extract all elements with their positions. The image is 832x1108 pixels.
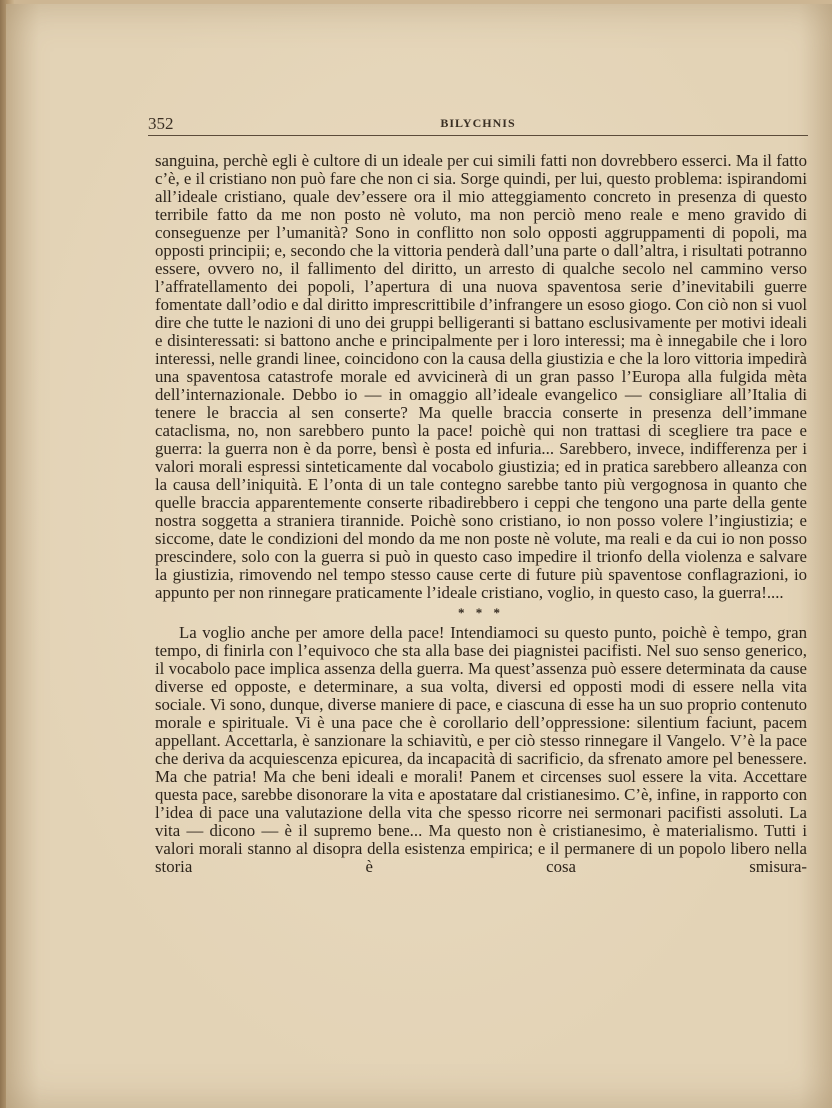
paragraph-continuation: sanguina, perchè egli è cultore di un ideale per cui simili fatti non dovrebbero esserci. Ma il fatto c’è, e il cristiano non può fare che non ci sia. Sorge quindi, per lui, questo problema: ispirandomi all’ideale cristiano, quale dev’essere ora il mio atteggiamento concreto in presenza di questo terribile fatto da me non posto nè voluto, ma non perciò meno reale e meno gravido di conseguenze per l’umanità? Sono in conflitto non solo opposti aggruppamenti di popoli, ma opposti principii; e, secondo che la vittoria penderà dall’una parte o dall’altra, i risultati potranno essere, ovvero no, il fallimento del diritto, un arresto di qualche secolo nel cammino verso l’affratellamento dei popoli, l’apertura di una nuova spaventosa serie d’inevitabili guerre fomentate dall’odio e dal diritto imprescrittibile d’infrangere un esoso giogo. Con ciò non si vuol dire che tutte le nazioni di uno dei gruppi belligeranti si battano esclusivamente per motivi ideali e disinteressati: si battono anche e principalmente per i loro interessi; ma è innegabile che i loro interessi, nelle grandi linee, coincidono con la causa della giustizia e che la loro vittoria impedirà una spaventosa catastrofe morale ed avvicinerà di un gran passo l’Europa alla fulgida mèta dell’internazionale. Debbo io — in omaggio all’ideale evangelico — consigliare all’Italia di tenere le braccia al sen conserte? Ma quelle braccia conserte in presenza dell’immane cataclisma, no, non sarebbero punto la pace! poichè qui non trattasi di scegliere tra pace e guerra: la guerra non è da porre, bensì è posta ed infuria... Sarebbero, invece, indifferenza per i valori morali espressi sinteticamente dal vocabolo giustizia; ed in pratica sarebbero alleanza con la causa dell’iniquità. E l’onta di un tale contegno sarebbe tanto più vergognosa in quanto che quelle braccia apparentemente conserte ribadirebbero i ceppi che tengono una parte della gente nostra soggetta a straniera tirannide. Poichè sono cristiano, io non posso volere l’ingiustizia; e siccome, date le condizioni del mondo da me non poste nè volute, ma reali e da cui io non posso prescindere, solo con la guerra si può in questo caso impedire il trionfo della violenza e salvare la giustizia, rimovendo nel tempo stesso cause certe di future più spaventose conflagrazioni, io appunto per non rinnegare praticamente l’ideale cristiano, voglio, in questo caso, la guerra!.... xyxy=(155,151,807,602)
page-number: 352 xyxy=(148,114,174,133)
running-header xyxy=(148,114,808,136)
paragraph-peace: La voglio anche per amore della pace! Intendiamoci su questo punto, poichè è tempo, gran tempo, di finirla con l’equivoco che sta alla base dei piagnistei pacifisti. Nel suo senso generico, il vocabolo pace implica assenza della guerra. Ma quest’assenza può essere determinata da cause diverse ed opposte, e determinare, a sua volta, diversi ed opposti modi di essere nella vita sociale. Vi sono, dunque, diverse maniere di pace, e ciascuna di esse ha un suo proprio contenuto morale e spirituale. Vi è una pace che è corollario dell’oppressione: silentium faciunt, pacem appellant. Accettarla, è sanzionare la schiavitù, e per ciò stesso rinnegare il Vangelo. V’è la pace che deriva da acquiescenza epicurea, da incapacità di sacrificio, da sfrenato amore pel benessere. Ma che patria! Ma che beni ideali e morali! Panem et circenses suol essere la vita. Accettare questa pace, sarebbe disonorare la vita e apostatare dal cristianesimo. C’è, infine, in rapporto con l’idea di pace una valutazione della vita che spesso ricorre nei sermonari pacifisti assoluti. La vita — dicono — è il supremo bene... Ma questo non è cristianesimo, è materialismo. Tutti i valori morali stanno al disopra della esistenza empirica; e il permanere di un popolo libero nella storia è cosa smisura- xyxy=(155,623,807,876)
header-rule xyxy=(148,135,808,136)
running-title: BILYCHNIS xyxy=(440,116,516,130)
page-body xyxy=(155,152,807,876)
section-asterism: * * * xyxy=(458,605,504,620)
